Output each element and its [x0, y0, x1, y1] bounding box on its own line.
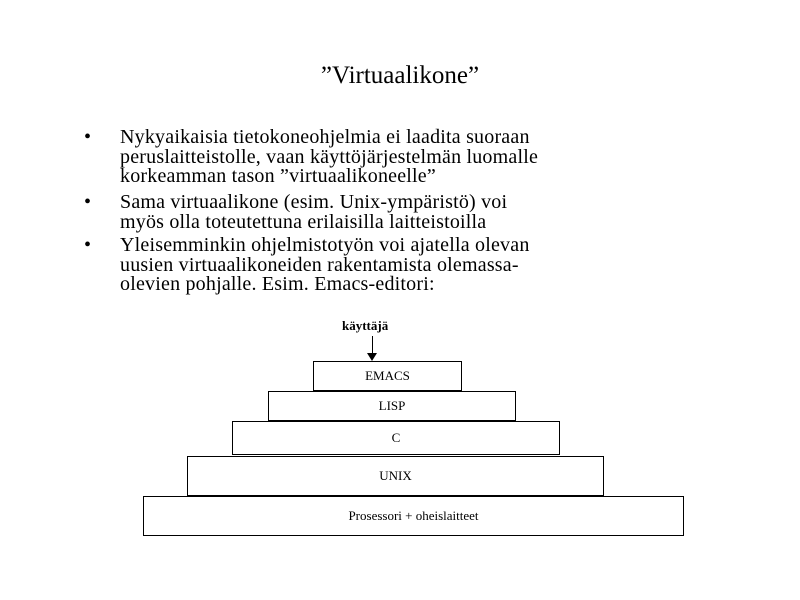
- bullet-line: Yleisemminkin ohjelmistotyön voi ajatella olevan: [120, 234, 530, 256]
- bullet-item-1: [120, 128, 538, 187]
- bullet-icon: •: [84, 126, 92, 148]
- layer-c: C: [232, 421, 560, 455]
- bullet-item-2: [120, 193, 507, 232]
- bullet-line: korkeamman tason ”virtuaalikoneelle”: [120, 165, 436, 187]
- bullet-line: myös olla toteutettuna erilaisilla laitteistoilla: [120, 210, 487, 233]
- bullet-line: olevien pohjalle. Esim. Emacs-editori:: [120, 273, 435, 295]
- bullet-item-3: [120, 236, 530, 295]
- bullet-icon: •: [84, 191, 92, 213]
- slide-title: ”Virtuaalikone”: [320, 62, 480, 89]
- user-label: käyttäjä: [342, 318, 389, 333]
- layer-hardware: Prosessori + oheislaitteet: [143, 496, 684, 536]
- arrowhead-icon: [367, 353, 377, 361]
- bullet-line: Sama virtuaalikone (esim. Unix-ympäristö) voi: [120, 191, 508, 213]
- bullet-line: peruslaitteistolle, vaan käyttöjärjestelmän luomalle: [120, 145, 539, 168]
- bullet-line: Nykyaikaisia tietokoneohjelmia ei laadita suoraan: [120, 126, 530, 148]
- bullet-icon: •: [84, 234, 92, 256]
- bullet-line: uusien virtuaalikoneiden rakentamista olemassa-: [120, 253, 519, 276]
- layer-lisp: LISP: [268, 391, 516, 421]
- layer-emacs: EMACS: [313, 361, 462, 391]
- layer-unix: UNIX: [187, 456, 604, 496]
